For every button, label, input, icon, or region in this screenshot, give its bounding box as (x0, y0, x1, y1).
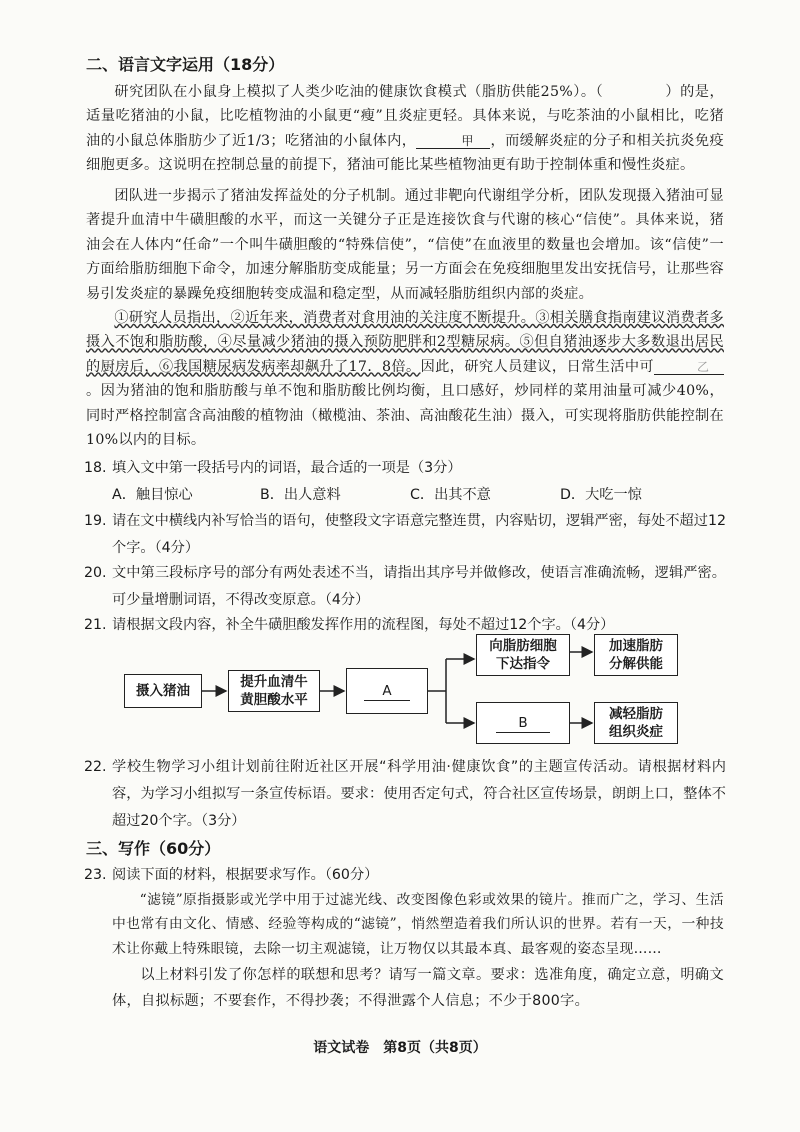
section-2-title: 二、语言文字运用（18分） (86, 55, 285, 74)
option-a[interactable]: A．触目惊心 (112, 487, 193, 503)
question-22: 22. 学校生物学习小组计划前往附近社区开展“科学用油·健康饮食”的主题宣传活动。请根据材料内容，为学习小组拟写一条宣传标语。要求：使用否定句式，符合社区宣传场景，朗朗上口，整体不超过20个字。（3分） (84, 759, 726, 829)
blank-yi: 乙 (654, 360, 724, 375)
flow-box-accelerate-fat-breakdown: 加速脂肪 分解供能 (594, 634, 678, 676)
question-20: 20. 文中第三段标序号的部分有两处表述不当，请指出其序号并做修改，使语言准确流畅，逻辑严密。可少量增删词语，不得改变原意。（4分） (84, 565, 726, 608)
question-18: 18. 填入文中第一段括号内的词语，最合适的一项是（3分） (84, 460, 462, 476)
flow-box-reduce-inflammation: 减轻脂肪 组织炎症 (594, 702, 678, 744)
question-21: 21. 请根据文段内容，补全牛磺胆酸发挥作用的流程图，每处不超过12个字。（4分） (84, 617, 615, 633)
writing-requirement: 以上材料引发了你怎样的联想和思考？请写一篇文章。要求：选准角度，确定立意，明确文体，自拟标题；不要套作，不得抄袭；不得泄露个人信息；不少于800字。 (112, 967, 724, 1009)
question-19: 19. 请在文中横线内补写恰当的语句，使整段文字语意完整连贯，内容贴切，逻辑严密，每处不超过12个字。（4分） (84, 513, 726, 556)
section-3-title: 三、写作（60分） (86, 839, 221, 858)
flow-box-raise-taurocholic: 提升血清牛 黄胆酸水平 (228, 670, 320, 712)
blank-jia: 甲 (416, 134, 490, 149)
flow-box-intake-lard: 摄入猪油 (124, 674, 202, 708)
option-b[interactable]: B．出人意料 (260, 487, 341, 503)
writing-material: “滤镜”原指摄影或光学中用于过滤光线、改变图像色彩或效果的镜片。推而广之，学习、生活中也常有由文化、情感、经验等构成的“滤镜”，悄然塑造着我们所认识的世界。若有一天，一种技术让你戴上特殊眼镜，去除一切主观滤镜，让万物仅以其最本真、最客观的姿态呈现…… (112, 892, 724, 957)
flow-box-b[interactable]: B (476, 702, 570, 744)
option-d[interactable]: D．大吃一惊 (560, 487, 642, 503)
numbered-sentences: ①研究人员指出，②近年来，消费者对食用油的关注度不断提升。③相关膳食指南建议消费者多摄入不饱和脂肪酸，④尽量减少猪油的摄入预防肥胖和2型糖尿病。⑤但自猪油逐步大多数退出居民的厨房后，⑥我国糖尿病发病率却飙升了17．8倍。 (86, 310, 724, 375)
flow-box-a[interactable]: A (346, 668, 428, 714)
question-23: 23. 阅读下面的材料，根据要求写作。（60分） (84, 867, 379, 883)
passage-paragraph-3: ①研究人员指出，②近年来，消费者对食用油的关注度不断提升。③相关膳食指南建议消费者多摄入不饱和脂肪酸，④尽量减少猪油的摄入预防肥胖和2型糖尿病。⑤但自猪油逐步大多数退出居民的厨房后，⑥我国糖尿病发病率却飙升了17．8倍。因此，研究人员建议，日常生活中可 乙。因为猪油的饱和脂肪酸与单不饱和脂肪酸比例均衡，且口感好，炒同样的菜用油量可减少40%，同时严格控制富含高油酸的植物油（橄榄油、茶油、高油酸花生油）摄入，可实现将脂肪供能控制在10%以内的目标。 (86, 310, 724, 449)
option-c[interactable]: C．出其不意 (410, 487, 491, 503)
page-footer: 语文试卷 第8页（共8页） (313, 1040, 487, 1056)
flow-box-command-fat-cells: 向脂肪细胞 下达指令 (476, 634, 570, 676)
passage-paragraph-2: 团队进一步揭示了猪油发挥益处的分子机制。通过非靶向代谢组学分析，团队发现摄入猪油可显著提升血清中牛磺胆酸的水平，而这一关键分子正是连接饮食与代谢的核心“信使”。具体来说，猪油会在人体内“任命”一个叫牛磺胆酸的“特殊信使”，“信使”在血液里的数量也会增加。该“信使”一方面给脂肪细胞下命令，加速分解脂肪变成能量；另一方面会在免疫细胞里发出安抚信号，让那些容易引发炎症的暴躁免疫细胞转变成温和稳定型，从而减轻脂肪组织内部的炎症。 (86, 188, 724, 302)
passage-paragraph-1: 研究团队在小鼠身上模拟了人类少吃油的健康饮食模式（脂肪供能25%）。（ ）的是，适量吃猪油的小鼠，比吃植物油的小鼠更“瘦”且炎症更轻。具体来说，与吃茶油的小鼠相比，吃猪油的小鼠总体脂肪少了近1/3；吃猪油的小鼠体内， 甲 ，而缓解炎症的分子和相关抗炎免疫细胞更多。这说明在控制总量的前提下，猪油可能比某些植物油更有助于控制体重和慢性炎症。 (86, 84, 724, 174)
